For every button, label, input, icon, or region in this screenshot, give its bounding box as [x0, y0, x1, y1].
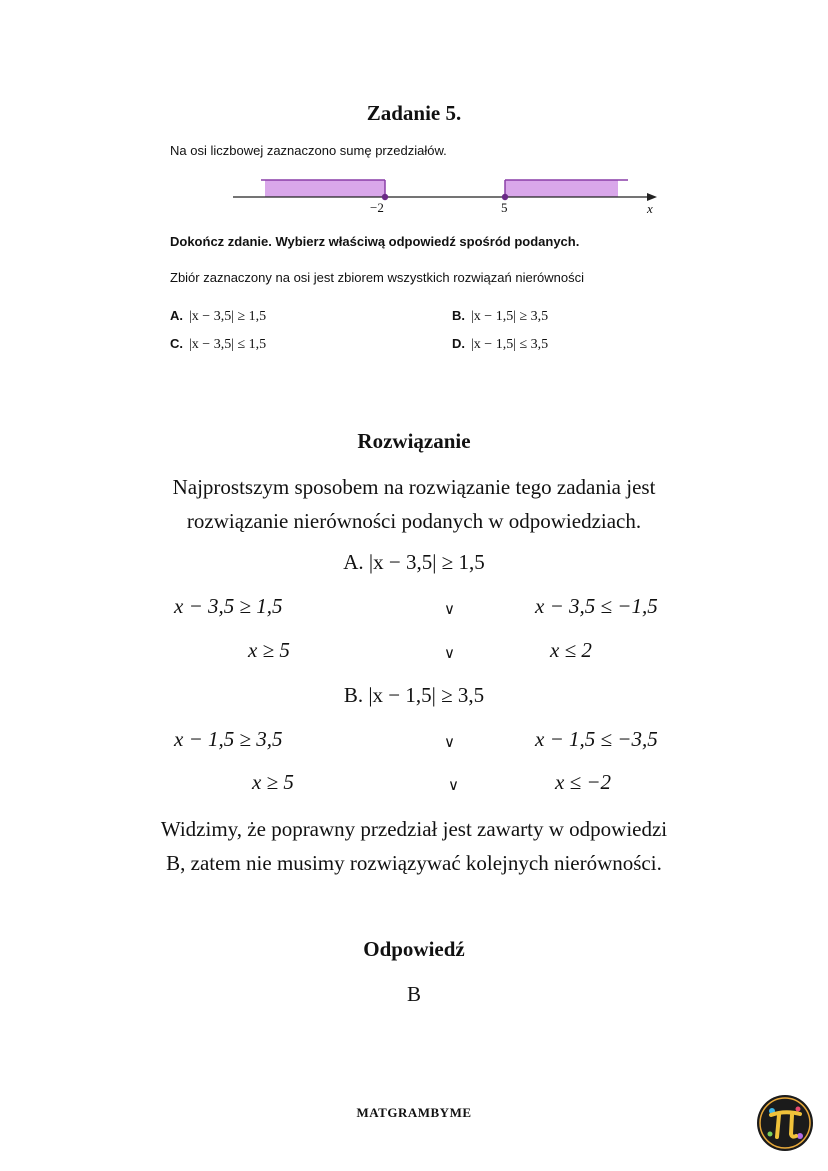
task-title: Zadanie 5.: [366, 101, 462, 125]
tick-label-minus-two: −2: [370, 200, 384, 215]
tick-label-five: 5: [501, 200, 508, 215]
answer-title: Odpowiedź: [363, 937, 465, 961]
option-b-heading: B. |x − 1,5| ≥ 3,5: [343, 683, 485, 707]
b-inequality-1: x − 1,5 ≥ 3,5: [174, 727, 283, 751]
b-inequality-2: x − 1,5 ≤ −3,5: [535, 727, 658, 751]
solution-paragraph-2: [0, 812, 828, 880]
option-text: |x − 1,5| ≤ 3,5: [471, 337, 549, 352]
option-b: [452, 308, 548, 325]
a-result-1: x ≥ 5: [248, 638, 290, 662]
footer-brand: MATGRAMBYME: [356, 1105, 472, 1120]
paragraph-line: Widzimy, że poprawny przedział jest zawarty w odpowiedzi: [160, 817, 668, 841]
option-a: [170, 308, 266, 325]
pi-logo-icon: [756, 1094, 814, 1152]
paragraph-line: Najprostszym sposobem na rozwiązanie tego zadania jest: [172, 475, 656, 499]
b-result-2: x ≤ −2: [555, 770, 612, 794]
option-letter: A.: [170, 308, 183, 323]
solution-paragraph-1: [0, 470, 828, 538]
interval-left: [265, 180, 385, 197]
option-text: |x − 1,5| ≥ 3,5: [471, 309, 549, 324]
option-a-heading: A. |x − 3,5| ≥ 1,5: [343, 550, 485, 574]
task-stem: Zbiór zaznaczony na osi jest zbiorem wszystkich rozwiązań nierówności: [170, 270, 584, 285]
option-letter: B.: [452, 308, 465, 323]
option-d: [452, 336, 548, 353]
paragraph-line: rozwiązanie nierówności podanych w odpowiedziach.: [186, 509, 642, 533]
option-letter: C.: [170, 336, 183, 351]
a-inequality-1: x − 3,5 ≥ 1,5: [174, 594, 283, 618]
option-text: |x − 3,5| ≤ 1,5: [189, 337, 267, 352]
or-symbol: ∨: [448, 777, 459, 794]
axis-variable-label: x: [647, 201, 653, 216]
option-text: |x − 3,5| ≥ 1,5: [189, 309, 267, 324]
or-symbol: ∨: [444, 601, 455, 618]
number-line: [225, 170, 665, 218]
task-instruction: Dokończ zdanie. Wybierz właściwą odpowiedź spośród podanych.: [170, 234, 580, 249]
paragraph-line: B, zatem nie musimy rozwiązywać kolejnych nierówności.: [166, 851, 662, 875]
task-intro: Na osi liczbowej zaznaczono sumę przedziałów.: [170, 143, 447, 158]
option-c: [170, 336, 266, 353]
answer-value: B: [406, 982, 421, 1006]
or-symbol: ∨: [444, 734, 455, 751]
a-result-2: x ≤ 2: [550, 638, 592, 662]
or-symbol: ∨: [444, 645, 455, 662]
a-inequality-2: x − 3,5 ≤ −1,5: [535, 594, 658, 618]
solution-title: Rozwiązanie: [357, 429, 471, 453]
b-result-1: x ≥ 5: [252, 770, 294, 794]
axis-arrow-icon: [647, 193, 657, 201]
option-letter: D.: [452, 336, 465, 351]
interval-right: [505, 180, 618, 197]
